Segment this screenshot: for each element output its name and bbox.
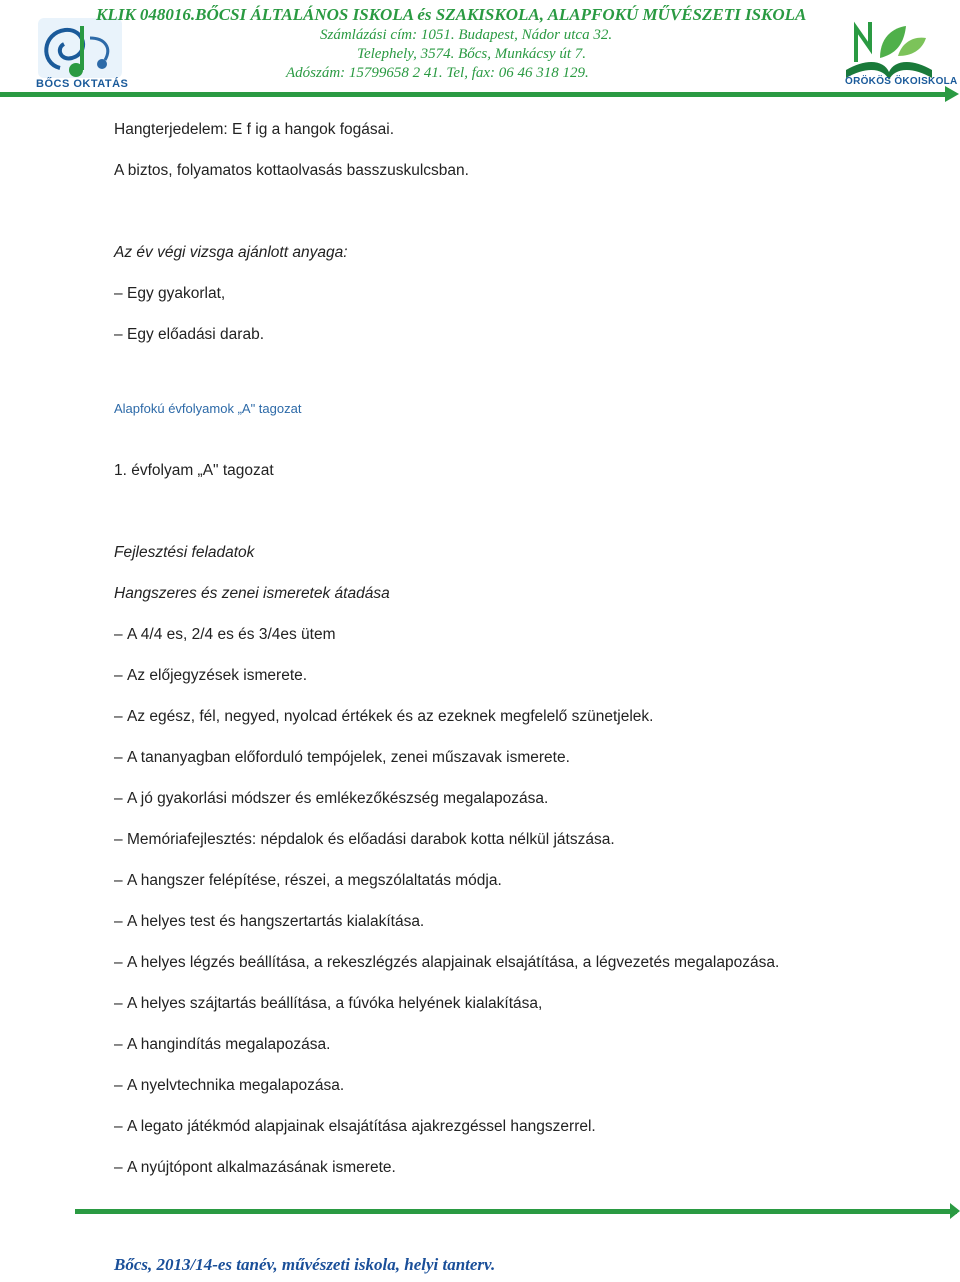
footer-text: Bőcs, 2013/14-es tanév, művészeti iskola, helyi tanterv. [114,1255,496,1274]
section-link[interactable]: Alapfokú évfolyamok „A" tagozat [114,401,302,416]
logo-left-caption: BŐCS OKTATÁS [36,78,129,90]
list-item: – A legato játékmód alapjainak elsajátítása ajakrezgéssel hangszerrel. [114,1118,596,1135]
tasks-subheading: Hangszeres és zenei ismeretek átadása [114,585,390,602]
header-divider [0,92,950,97]
list-item: – Az előjegyzések ismerete. [114,667,308,684]
letterhead [0,0,960,100]
list-item: – A helyes szájtartás beállítása, a fúvóka helyének kialakítása, [114,995,543,1012]
list-item: – A helyes légzés beállítása, a rekeszlégzés alapjainak elsajátítása, a légvezetés megalapozása. [114,954,780,971]
header-divider-arrow-icon [945,86,959,102]
tasks-heading: Fejlesztési feladatok [114,544,255,561]
list-item: – A jó gyakorlási módszer és emlékezőkészség megalapozása. [114,790,549,807]
list-item: – A 4/4 es, 2/4 es és 3/4es ütem [114,626,336,643]
list-item: – A hangszer felépítése, részei, a megszólaltatás módja. [114,872,502,889]
site-address: Telephely, 3574. Bőcs, Munkácsy út 7. [357,46,586,62]
list-item: – A tananyagban előforduló tempójelek, zenei műszavak ismerete. [114,749,570,766]
text-line: Hangterjedelem: E f ig a hangok fogásai. [114,121,395,138]
list-item: – A helyes test és hangszertartás kialakítása. [114,913,425,930]
school-name: KLIK 048016.BŐCSI ÁLTALÁNOS ISKOLA és SZAKISKOLA, ALAPFOKÚ MŰVÉSZETI ISKOLA [96,5,807,24]
list-item: – Az egész, fél, negyed, nyolcad értékek és az ezeknek megfelelő szünetjelek. [114,708,654,725]
list-item: – Egy előadási darab. [114,326,265,343]
logo-right-caption: ÖRÖKÖS ÖKOISKOLA [845,76,958,87]
footer-divider [75,1209,957,1214]
footer-divider-arrow-icon [950,1203,960,1219]
list-item: – A hangindítás megalapozása. [114,1036,331,1053]
grade-heading: 1. évfolyam „A" tagozat [114,462,274,479]
text-line: A biztos, folyamatos kottaolvasás basszuskulcsban. [114,162,469,179]
list-item: – A nyújtópont alkalmazásának ismerete. [114,1159,396,1176]
list-item: – Memóriafejlesztés: népdalok és előadási darabok kotta nélkül játszása. [114,831,615,848]
billing-address: Számlázási cím: 1051. Budapest, Nádor utca 32. [320,27,613,43]
tax-and-phone: Adószám: 15799658 2 41. Tel, fax: 06 46 318 129. [286,65,589,81]
exam-heading: Az év végi vizsga ajánlott anyaga: [114,244,348,261]
list-item: – Egy gyakorlat, [114,285,226,302]
list-item: – A nyelvtechnika megalapozása. [114,1077,345,1094]
